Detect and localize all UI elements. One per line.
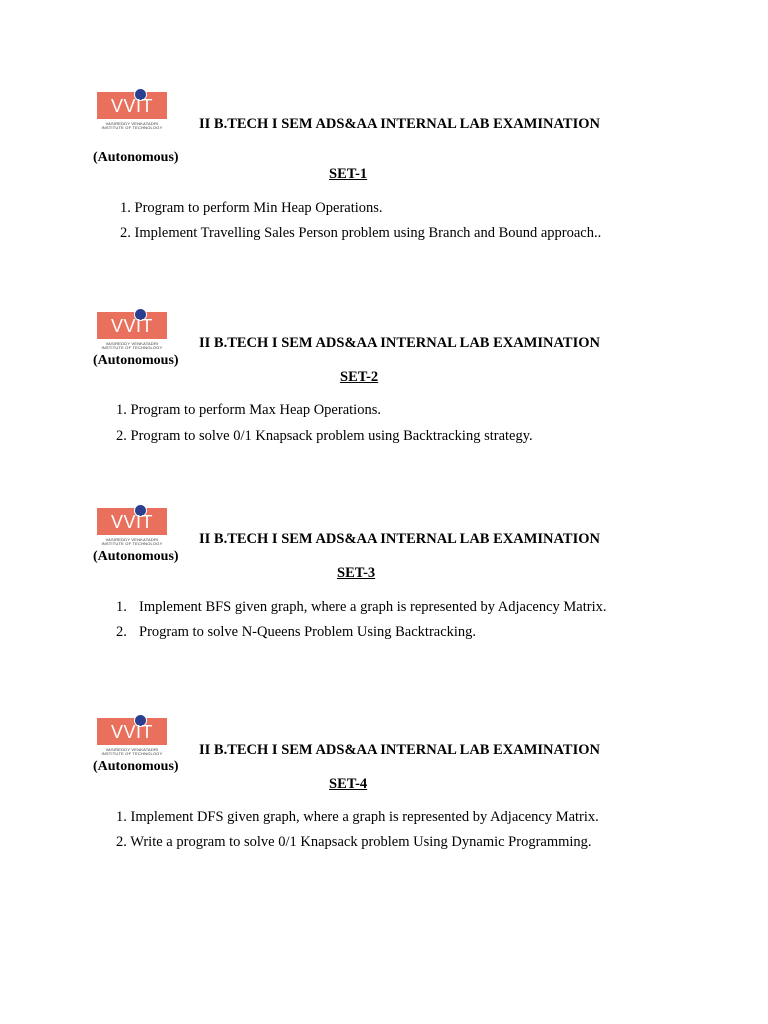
logo-wordmark: VVIT bbox=[110, 512, 153, 532]
list-item bbox=[116, 624, 476, 641]
item-number: 2. bbox=[116, 834, 127, 850]
item-text: Program to perform Max Heap Operations. bbox=[130, 402, 381, 418]
list-item bbox=[116, 834, 592, 851]
logo-line-1: VASIREDDY VENKATADRI bbox=[105, 341, 159, 346]
set-title: SET-1 bbox=[329, 166, 368, 182]
vvit-logo bbox=[97, 92, 167, 130]
list-item bbox=[120, 200, 383, 217]
logo-line-2: INSTITUTE OF TECHNOLOGY bbox=[101, 541, 163, 546]
item-text: Program to solve 0/1 Knapsack problem using Backtracking strategy. bbox=[130, 428, 533, 444]
logo-line-1: VASIREDDY VENKATADRI bbox=[105, 747, 159, 752]
list-item bbox=[116, 809, 599, 826]
item-number: 2. bbox=[120, 225, 131, 241]
logo-line-1: VASIREDDY VENKATADRI bbox=[105, 537, 159, 542]
item-number: 1. bbox=[116, 809, 127, 825]
item-number: 2. bbox=[116, 624, 127, 640]
item-number: 1. bbox=[116, 402, 127, 418]
list-item bbox=[116, 428, 533, 445]
logo-line-2: INSTITUTE OF TECHNOLOGY bbox=[101, 345, 163, 350]
list-item bbox=[120, 225, 601, 242]
exam-heading: II B.TECH I SEM ADS&AA INTERNAL LAB EXAMINATION bbox=[199, 335, 600, 351]
vvit-logo bbox=[97, 508, 167, 546]
logo-line-2: INSTITUTE OF TECHNOLOGY bbox=[101, 125, 163, 130]
item-text: Implement DFS given graph, where a graph is represented by Adjacency Matrix. bbox=[130, 809, 599, 825]
item-number: 2. bbox=[116, 428, 127, 444]
exam-heading: II B.TECH I SEM ADS&AA INTERNAL LAB EXAMINATION bbox=[199, 116, 600, 132]
set-title: SET-3 bbox=[337, 565, 376, 581]
item-number: 1. bbox=[120, 200, 131, 216]
item-number: 1. bbox=[116, 599, 127, 615]
item-text: Implement Travelling Sales Person problem using Branch and Bound approach.. bbox=[134, 225, 602, 241]
logo-line-1: VASIREDDY VENKATADRI bbox=[105, 121, 159, 126]
vvit-logo bbox=[97, 718, 167, 756]
set-title: SET-2 bbox=[340, 369, 379, 385]
logo-wordmark: VVIT bbox=[110, 316, 153, 336]
item-text: Program to solve N-Queens Problem Using Backtracking. bbox=[139, 624, 477, 640]
autonomous-label: (Autonomous) bbox=[93, 549, 179, 564]
logo-wordmark: VVIT bbox=[110, 722, 153, 742]
exam-heading: II B.TECH I SEM ADS&AA INTERNAL LAB EXAMINATION bbox=[199, 742, 600, 758]
list-item bbox=[116, 402, 381, 419]
set-title: SET-4 bbox=[329, 776, 368, 792]
logo-line-2: INSTITUTE OF TECHNOLOGY bbox=[101, 751, 163, 756]
autonomous-label: (Autonomous) bbox=[93, 759, 179, 774]
autonomous-label: (Autonomous) bbox=[93, 150, 179, 165]
exam-heading: II B.TECH I SEM ADS&AA INTERNAL LAB EXAMINATION bbox=[199, 531, 600, 547]
logo-wordmark: VVIT bbox=[110, 96, 153, 116]
item-text: Program to perform Min Heap Operations. bbox=[134, 200, 383, 216]
autonomous-label: (Autonomous) bbox=[93, 353, 179, 368]
list-item bbox=[116, 599, 607, 616]
item-text: Write a program to solve 0/1 Knapsack problem Using Dynamic Programming. bbox=[130, 834, 592, 850]
item-text: Implement BFS given graph, where a graph is represented by Adjacency Matrix. bbox=[139, 599, 607, 615]
vvit-logo bbox=[97, 312, 167, 350]
